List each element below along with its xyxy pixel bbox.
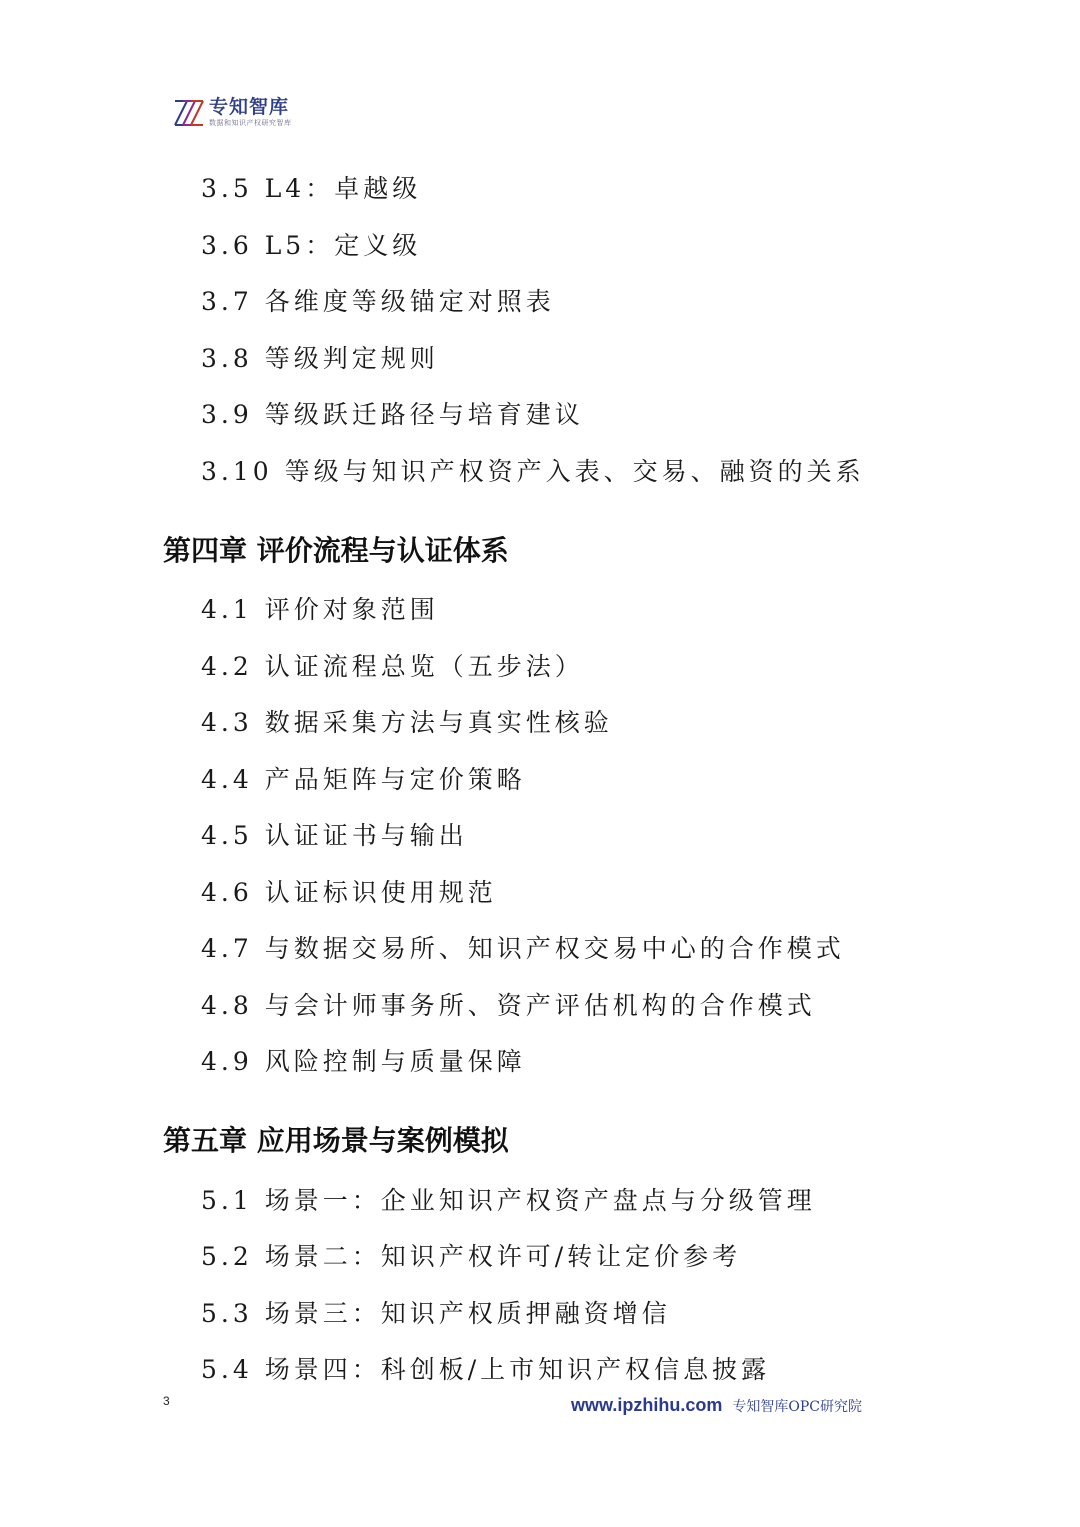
toc-item-3-8[interactable]: 3.8 等级判定规则 <box>201 344 439 373</box>
toc-item-5-4[interactable]: 5.4 场景四：科创板/上市知识产权信息披露 <box>201 1355 771 1384</box>
page-number: 3 <box>163 1394 170 1408</box>
footer-url-link[interactable]: www.ipzhihu.com <box>571 1395 723 1415</box>
toc-item-3-7[interactable]: 3.7 各维度等级锚定对照表 <box>201 287 555 316</box>
toc-item-4-5[interactable]: 4.5 认证证书与输出 <box>201 821 468 850</box>
toc-item-4-1[interactable]: 4.1 评价对象范围 <box>201 595 439 624</box>
logo-name: 专知智库 <box>209 96 290 118</box>
toc-item-4-2[interactable]: 4.2 认证流程总览（五步法） <box>201 652 584 681</box>
toc-item-4-3[interactable]: 4.3 数据采集方法与真实性核验 <box>201 708 613 737</box>
brand-logo <box>173 98 292 127</box>
chapter-4-heading[interactable]: 第四章 评价流程与认证体系 <box>163 534 509 567</box>
logo-tagline: 数据和知识产权研究智库 <box>209 119 292 127</box>
toc-item-3-5[interactable]: 3.5 L4：卓越级 <box>201 174 422 203</box>
toc-item-5-3[interactable]: 5.3 场景三：知识产权质押融资增信 <box>201 1299 671 1328</box>
toc-item-4-7[interactable]: 4.7 与数据交易所、知识产权交易中心的合作模式 <box>201 934 845 963</box>
footer-org-name: 专知智库OPC研究院 <box>732 1399 862 1415</box>
toc-item-4-8[interactable]: 4.8 与会计师事务所、资产评估机构的合作模式 <box>201 991 816 1020</box>
toc-item-3-9[interactable]: 3.9 等级跃迁路径与培育建议 <box>201 400 584 429</box>
toc-item-3-6[interactable]: 3.6 L5：定义级 <box>201 231 422 260</box>
chapter-5-heading[interactable]: 第五章 应用场景与案例模拟 <box>163 1124 509 1157</box>
toc-item-4-6[interactable]: 4.6 认证标识使用规范 <box>201 878 497 907</box>
footer-branding <box>571 1395 862 1416</box>
toc-item-5-1[interactable]: 5.1 场景一：企业知识产权资产盘点与分级管理 <box>201 1186 816 1215</box>
toc-item-5-2[interactable]: 5.2 场景二：知识产权许可/转让定价参考 <box>201 1242 742 1271</box>
toc-item-3-10[interactable]: 3.10 等级与知识产权资产入表、交易、融资的关系 <box>201 457 865 486</box>
zz-logo-icon <box>173 99 205 127</box>
toc-item-4-9[interactable]: 4.9 风险控制与质量保障 <box>201 1047 526 1076</box>
toc-item-4-4[interactable]: 4.4 产品矩阵与定价策略 <box>201 765 526 794</box>
